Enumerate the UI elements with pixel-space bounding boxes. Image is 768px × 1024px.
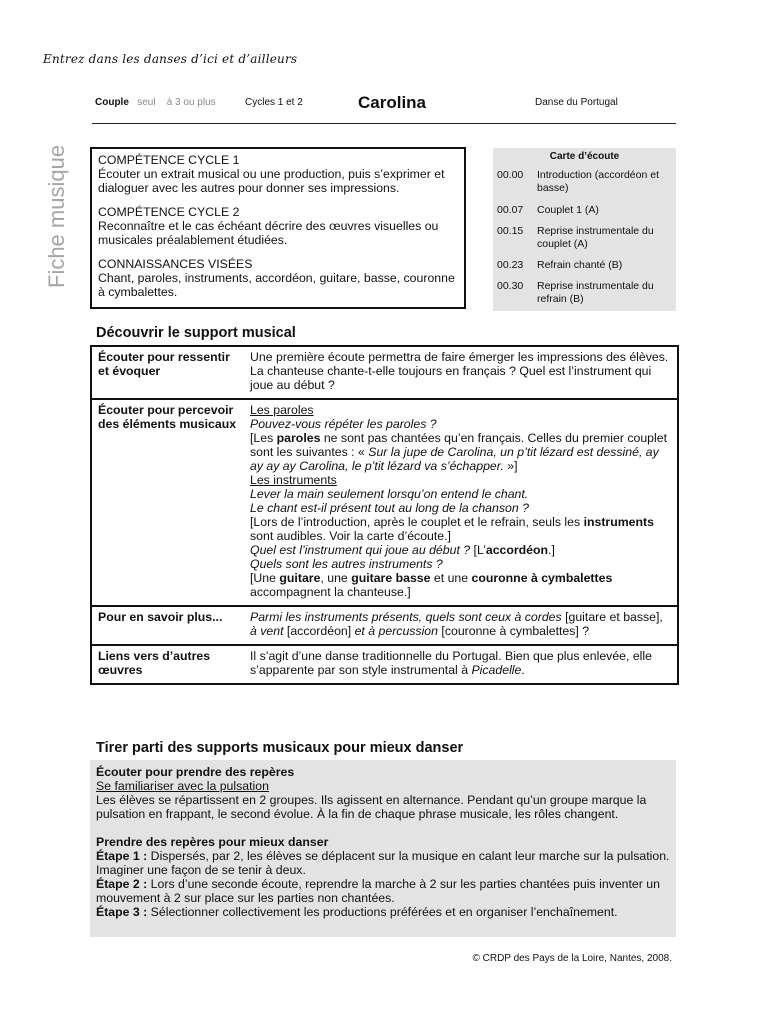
answer-bold: paroles xyxy=(276,431,321,445)
step-label: Étape 3 : xyxy=(96,905,148,919)
row-head: Liens vers d’autres œuvres xyxy=(91,645,244,684)
answer-text: et une xyxy=(430,571,472,585)
carte-row xyxy=(493,280,676,306)
carte-time: 00.00 xyxy=(497,169,524,181)
carte-row xyxy=(493,259,676,280)
page-title: Carolina xyxy=(358,93,427,112)
step-label: Étape 1 : xyxy=(96,849,148,863)
answer-text: ne sont pas chantées qu’en français. Celles du premier couplet sont les suivantes : « xyxy=(250,431,667,459)
answer-text: [Une xyxy=(250,571,280,585)
fiche-musique-label: Fiche musique xyxy=(44,144,69,288)
answer-text: . xyxy=(521,663,525,677)
carte-row xyxy=(493,169,676,204)
c3-text: Chant, paroles, instruments, accordéon, guitare, basse, couronne à cymbalettes. xyxy=(98,271,455,299)
block-text: Les élèves se répartissent en 2 groupes. Ils agissent en alternance. Pendant qu’un groupe marque la pulsation en frappant, le second évolue. À la fin de chaque phrase musicale, les rôles changent. xyxy=(96,793,647,821)
c1-title: COMPÉTENCE CYCLE 1 xyxy=(98,153,240,167)
carte-time: 00.23 xyxy=(497,259,524,271)
carte-desc: Couplet 1 (A) xyxy=(537,204,599,216)
sidebar-label xyxy=(26,140,86,290)
series-title: Entrez dans les danses d’ici et d’ailleurs xyxy=(43,52,298,66)
section-heading-decouvrir: Découvrir le support musical xyxy=(96,325,296,341)
formation-trois: à 3 ou plus xyxy=(166,97,216,108)
answer-text: , une xyxy=(320,571,352,585)
cycles-label: Cycles 1 et 2 xyxy=(245,97,303,108)
formation-couple: Couple xyxy=(95,97,129,108)
carte-row xyxy=(493,225,676,259)
c3-title: CONNAISSANCES VISÉES xyxy=(98,257,253,271)
answer-text: Il s’agit d’une danse traditionnelle du Portugal. Bien que plus enlevée, elle s’apparente par son style instrumental à xyxy=(250,649,652,677)
carte-time: 00.07 xyxy=(497,204,524,216)
step-text: Dispersés, par 2, les élèves se déplacent sur la musique en calant leur marche sur la pulsation. Imaginer une façon de se tenir à deux. xyxy=(96,849,670,877)
formation-selector xyxy=(95,97,216,108)
carte-title: Carte d’écoute xyxy=(549,151,620,162)
block-title: Prendre des repères pour mieux danser xyxy=(96,835,329,849)
c1-text: Écouter un extrait musical ou une production, puis s’exprimer et dialoguer avec les autres pour donner ses impressions. xyxy=(98,167,445,195)
row-text: Une première écoute permettra de faire émerger les impressions des élèves. La chanteuse chante-t-elle toujours en français ? Quel est l’instrument qui joue au début ? xyxy=(244,346,678,399)
table-row xyxy=(91,346,678,399)
step-text: Lors d’une seconde écoute, reprendre la marche à 2 sur les parties chantées puis inventer un mouvement à 2 sur place sur les parties non chantées. xyxy=(96,877,660,905)
carte-ecoute xyxy=(493,148,676,311)
instruments-label: Les instruments xyxy=(250,473,337,487)
carte-desc: Introduction (accordéon et basse) xyxy=(537,169,659,194)
answer-text: [accordéon] xyxy=(283,624,355,638)
question: Lever la main seulement lorsqu’on entend le chant. xyxy=(250,487,529,501)
question: et à percussion xyxy=(354,624,438,638)
answer-bold: accordéon xyxy=(485,543,549,557)
answer-bold: guitare xyxy=(279,571,321,585)
answer-text: accompagnent la chanteuse.] xyxy=(250,585,411,599)
row-content xyxy=(244,606,678,645)
paroles-label: Les paroles xyxy=(250,403,314,417)
answer-bold: couronne à cymbalettes xyxy=(471,571,613,585)
carte-desc: Reprise instrumentale du refrain (B) xyxy=(537,280,654,305)
question: Parmi les instruments présents, quels sont ceux à cordes xyxy=(250,610,562,624)
answer-bold: instruments xyxy=(583,515,654,529)
header-divider xyxy=(92,123,676,124)
tirer-box xyxy=(90,760,676,937)
copyright-footer: © CRDP des Pays de la Loire, Nantes, 2008. xyxy=(472,953,672,964)
competences-box xyxy=(90,147,466,309)
question: à vent xyxy=(250,624,284,638)
carte-row xyxy=(493,204,676,225)
answer-text: [Les xyxy=(250,431,277,445)
answer-text: [guitare et basse], xyxy=(561,610,663,624)
answer-bold: guitare basse xyxy=(351,571,431,585)
carte-time: 00.30 xyxy=(497,280,524,292)
carte-desc: Refrain chanté (B) xyxy=(537,259,623,271)
step-text: Sélectionner collectivement les productions préférées et en organiser l’enchaînement. xyxy=(147,905,618,919)
block-title: Écouter pour prendre des repères xyxy=(96,765,295,779)
formation-seul: seul xyxy=(137,97,156,108)
row-head: Écouter pour percevoir des éléments musicaux xyxy=(91,399,244,606)
decouvrir-table xyxy=(90,345,679,685)
block-subtitle: Se familiariser avec la pulsation xyxy=(96,779,269,793)
row-content xyxy=(244,645,678,684)
carte-desc: Reprise instrumentale du couplet (A) xyxy=(537,225,654,250)
section-heading-tirer: Tirer parti des supports musicaux pour mieux danser xyxy=(96,740,464,756)
row-head: Pour en savoir plus... xyxy=(91,606,244,645)
work-title: Picadelle xyxy=(471,663,522,677)
answer-text: sont audibles. Voir la carte d’écoute.] xyxy=(250,529,451,543)
table-row xyxy=(91,399,678,606)
origin-label: Danse du Portugal xyxy=(535,97,618,108)
table-row xyxy=(91,645,678,684)
row-content xyxy=(244,399,678,606)
step-label: Étape 2 : xyxy=(96,877,148,891)
answer-text: [Lors de l’introduction, après le couplet et le refrain, seuls les xyxy=(250,515,584,529)
carte-time: 00.15 xyxy=(497,225,524,237)
c2-text: Reconnaître et le cas échéant décrire des œuvres visuelles ou musicales préalablement étudiées. xyxy=(98,219,439,247)
question: Quels sont les autres instruments ? xyxy=(250,557,443,571)
answer-text: .] xyxy=(548,543,555,557)
table-row xyxy=(91,606,678,645)
question: Le chant est-il présent tout au long de la chanson ? xyxy=(250,501,529,515)
c2-title: COMPÉTENCE CYCLE 2 xyxy=(98,205,240,219)
lyrics: Sur la jupe de Carolina, un p’tit lézard est dessiné, ay ay ay ay Carolina, le p’tit lézard va s’échapper. xyxy=(250,445,659,473)
question: Pouvez-vous répéter les paroles ? xyxy=(250,417,437,431)
answer-text: [L’ xyxy=(470,543,486,557)
answer-text: [couronne à cymbalettes] ? xyxy=(438,624,590,638)
answer-text: »] xyxy=(503,459,518,473)
row-head: Écouter pour ressentir et évoquer xyxy=(91,346,244,399)
question: Quel est l’instrument qui joue au début ? xyxy=(250,543,471,557)
